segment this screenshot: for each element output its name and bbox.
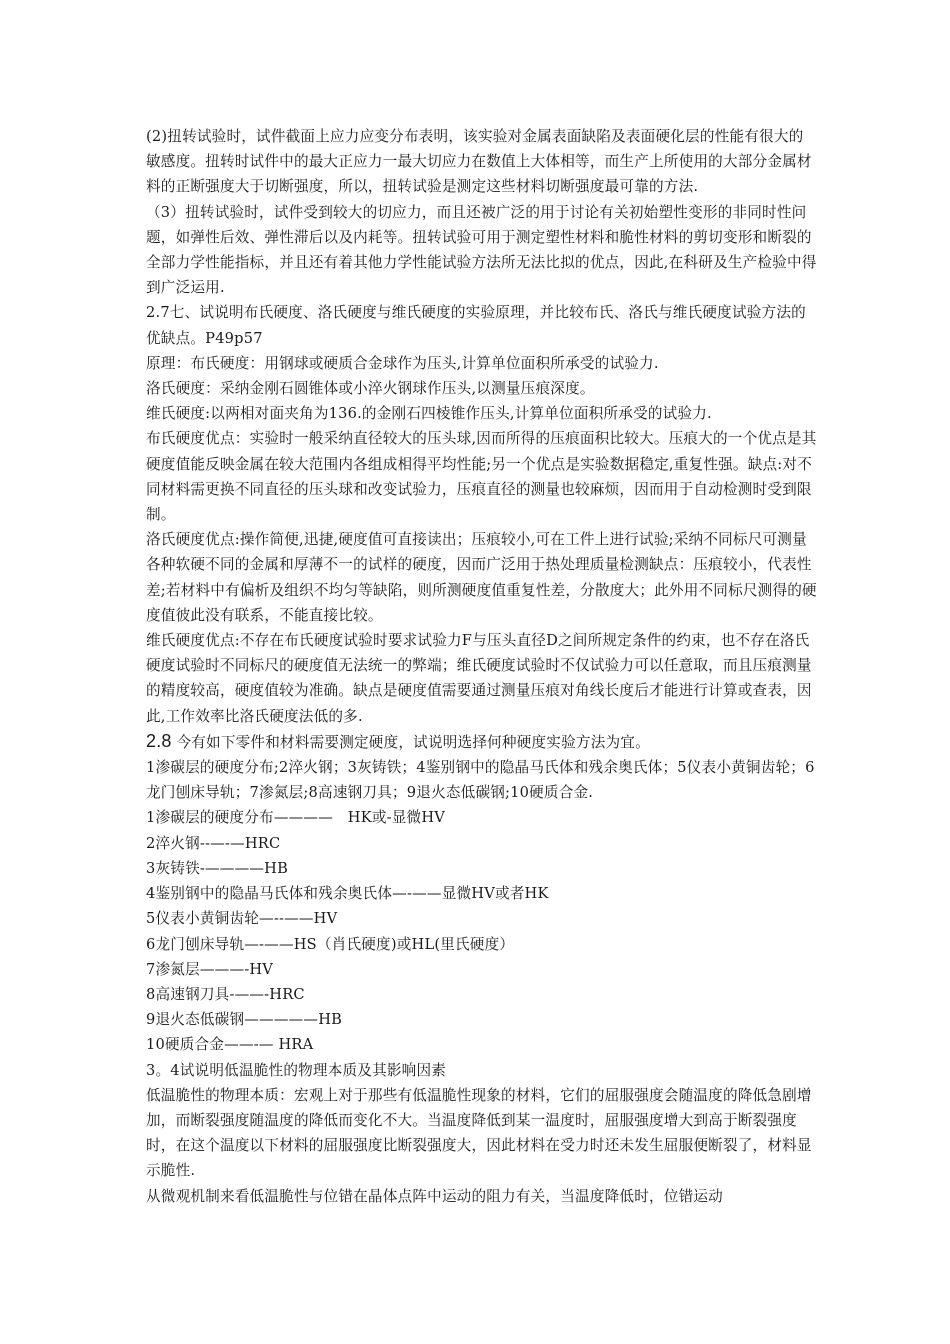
answer-item: 6龙门刨床导轨—-——HS（肖氏硬度)或HL(里氏硬度） [146,935,515,953]
question-3-4: 3。4试说明低温脆性的物理本质及其影响因素 [146,1061,447,1079]
low-temp-brittleness-macro: 低温脆性的物理本质：宏观上对于那些有低温脆性现象的材料，它们的屈服强度会随温度的降低急剧增加，而断裂强度随温度的降低而变化不大。当温度降低到某一温度时，屈服强度增大到高于断裂强度时，在这个温度以下材料的屈服强度比断裂强度大，因此材料在受力时还未发生屈服便断裂了，材料显示脆性. [146,1086,812,1180]
low-temp-brittleness-micro: 从微观机制来看低温脆性与位错在晶体点阵中运动的阻力有关，当温度降低时，位错运动 [146,1187,723,1205]
question-2-8 [146,729,818,755]
answer-item: 10硬质合金——-— HRA [146,1036,314,1054]
parts-list: 1渗碳层的硬度分布;2淬火钢；3灰铸铁；4鉴别钢中的隐晶马氏体和残余奥氏体；5仪表小黄铜齿轮；6龙门刨床导轨；7渗氮层;8高速钢刀具；9退火态低碳钢;10硬质合金. [146,759,815,802]
answer-item: 3灰铸铁-————HB [146,859,289,877]
question-2-7: 2.7七、试说明布氏硬度、洛氏硬度与维氏硬度的实验原理，并比较布氏、洛氏与维氏硬度试验方法的优缺点。P49p57 [146,304,806,347]
vickers-pros-cons: 维氏硬度优点:不存在布氏硬度试验时要求试验力F与压头直径D之间所规定条件的约束，也不存在洛氏硬度试验时不同标尺的硬度值无法统一的弊端；维氏硬度试验时不仅试验力可以任意取，而且压痕测量的精度较高，硬度值较为准确。缺点是硬度值需要通过测量压痕对角线长度后才能进行计算或查表，因此,工作效率比洛氏硬度法低的多. [146,632,812,725]
answer-item: 9退火态低碳钢—————HB [146,1011,343,1029]
answer-item: 2淬火钢--—-—HRC [146,834,281,852]
answer-item: 4鉴别钢中的隐晶马氏体和残余奥氏体—-——显微HV或者HK [146,885,549,903]
document-body [146,124,818,1209]
paragraph-torsion-3: （3）扭转试验时，试件受到较大的切应力，而且还被广泛的用于讨论有关初始塑性变形的非同时性问题，如弹性后效、弹性滞后以及内耗等。扭转试验可用于测定塑性材料和脆性材料的剪切变形和断裂的全部力学性能指标，并且还有着其他力学性能试验方法所无法比拟的优点，因此,在科研及生产检验中得到广泛运用. [146,203,817,297]
answer-item: 7渗氮层———-HV [146,960,274,978]
principle-brinell: 原理：布氏硬度：用钢球或硬质合金球作为压头,计算单位面积所承受的试验力. [146,354,659,372]
answer-item: 1渗碳层的硬度分布———— HK或-显微HV [146,809,446,827]
section-number: 2.8 [146,730,172,751]
answer-item: 5仪表小黄铜齿轮—--——HV [146,910,338,928]
rockwell-pros-cons: 洛氏硬度优点:操作简便,迅捷,硬度值可直接读出；压痕较小,可在工件上进行试验;采纳不同标尺可测量各种软硬不同的金属和厚薄不一的试样的硬度，因而广泛用于热处理质量检测缺点：压痕较小，代表性差;若材料中有偏析及组织不均匀等缺陷，则所测硬度值重复性差，分散度大；此外用不同标尺测得的硬度值彼此没有联系，不能直接比较。 [146,531,817,624]
question-2-8-text: 今有如下零件和材料需要测定硬度，试说明选择何种硬度实验方法为宜。 [171,733,650,751]
principle-vickers: 维氏硬度:以两相对面夹角为136.的金刚石四棱锥作压头,计算单位面积所承受的试验力. [146,405,712,423]
paragraph-torsion-2: (2)扭转试验时，试件截面上应力应变分布表明，该实验对金属表面缺陷及表面硬化层的性能有很大的敏感度。扭转时试件中的最大正应力一最大切应力在数值上大体相等，而生产上所使用的大部分金属材料的正断强度大于切断强度，所以，扭转试验是测定这些材料切断强度最可靠的方法. [146,128,812,196]
answer-item: 8高速钢刀具-——-HRC [146,985,305,1003]
brinell-pros-cons: 布氏硬度优点：实验时一般采纳直径较大的压头球,因而所得的压痕面积比较大。压痕大的一个优点是其硬度值能反映金属在较大范围内各组成相得平均性能;另一个优点是实验数据稳定,重复性强。缺点:对不同材料需更换不同直径的压头球和改变试验力，压痕直径的测量也较麻烦，因而用于自动检测时受到限制。 [146,430,817,524]
principle-rockwell: 洛氏硬度：采纳金刚石圆锥体或小淬火钢球作压头,以测量压痕深度。 [146,380,595,398]
